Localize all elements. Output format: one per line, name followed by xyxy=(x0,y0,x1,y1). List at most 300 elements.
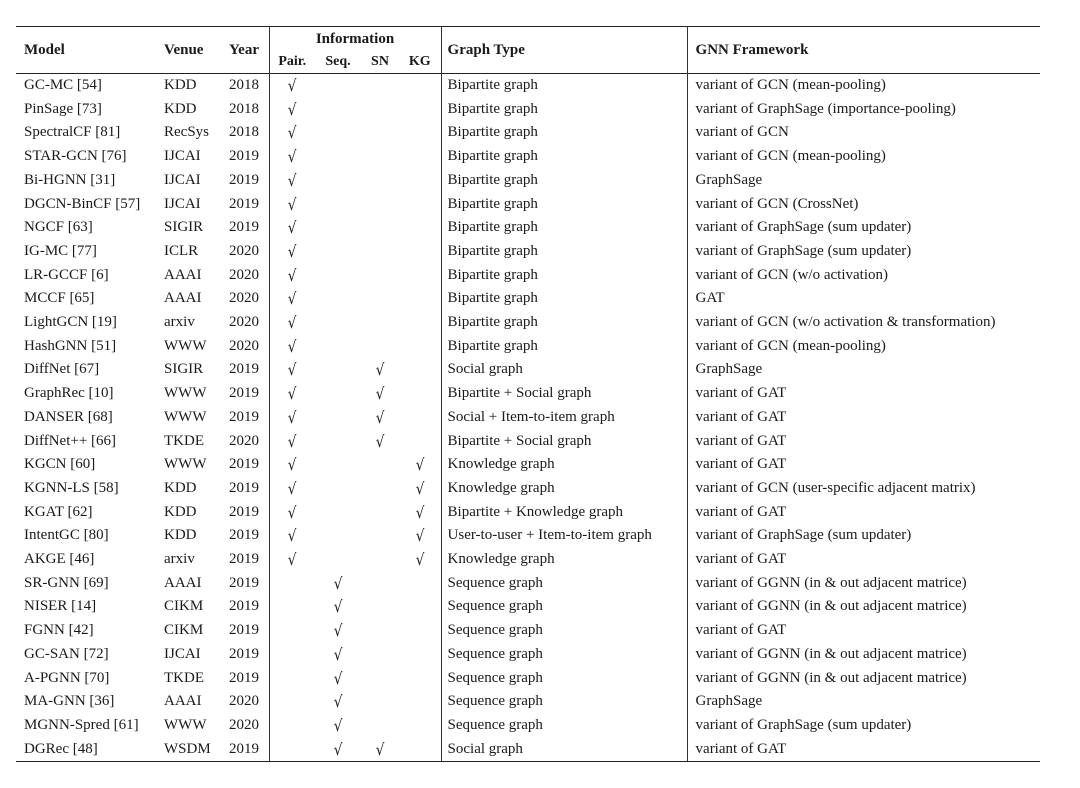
year-cell: 2020 xyxy=(229,337,259,354)
check-mark-icon: √ xyxy=(287,99,297,119)
check-mark-icon: √ xyxy=(287,550,297,570)
model-cell: Bi-HGNN [31] xyxy=(24,171,116,188)
check-mark-icon: √ xyxy=(287,289,297,309)
table-row xyxy=(16,240,1040,264)
pair-cell xyxy=(269,619,315,643)
kg-cell xyxy=(399,358,441,382)
comparison-table xyxy=(16,26,1040,762)
table-row xyxy=(16,335,1040,359)
check-mark-icon: √ xyxy=(287,313,297,333)
graph-type-cell: Sequence graph xyxy=(441,690,687,714)
venue-cell: KDD xyxy=(164,100,197,117)
check-mark-icon: √ xyxy=(287,384,297,404)
header-sn: SN xyxy=(371,54,389,69)
seq-cell xyxy=(315,406,361,430)
kg-cell xyxy=(399,477,441,501)
table-row xyxy=(16,501,1040,525)
graph-type-cell: Sequence graph xyxy=(441,595,687,619)
pair-cell xyxy=(269,738,315,762)
model-cell: DANSER [68] xyxy=(24,408,113,425)
year-cell: 2019 xyxy=(229,622,259,639)
framework-cell: variant of GCN (mean-pooling) xyxy=(687,145,1040,169)
year-cell: 2020 xyxy=(229,242,259,259)
venue-cell: WWW xyxy=(164,337,207,354)
model-cell: KGAT [62] xyxy=(24,503,93,520)
sn-cell xyxy=(361,216,399,240)
seq-cell xyxy=(315,335,361,359)
header-kg: KG xyxy=(408,54,431,69)
graph-type-cell: Social graph xyxy=(441,358,687,382)
kg-cell xyxy=(399,98,441,122)
venue-cell: IJCAI xyxy=(164,645,201,662)
venue-cell: WWW xyxy=(164,385,207,402)
seq-cell xyxy=(315,619,361,643)
table-row xyxy=(16,595,1040,619)
seq-cell xyxy=(315,667,361,691)
venue-cell: WWW xyxy=(164,716,207,733)
seq-cell xyxy=(315,74,361,98)
pair-cell xyxy=(269,595,315,619)
framework-cell: variant of GCN xyxy=(687,121,1040,145)
graph-type-cell: Bipartite + Knowledge graph xyxy=(441,501,687,525)
kg-cell xyxy=(399,690,441,714)
model-cell: KGNN-LS [58] xyxy=(24,479,119,496)
sn-cell xyxy=(361,738,399,762)
sn-cell xyxy=(361,501,399,525)
check-mark-icon: √ xyxy=(287,526,297,546)
framework-cell: variant of GraphSage (sum updater) xyxy=(687,216,1040,240)
framework-cell: variant of GAT xyxy=(687,430,1040,454)
pair-cell xyxy=(269,524,315,548)
seq-cell xyxy=(315,287,361,311)
model-cell: DiffNet [67] xyxy=(24,361,100,378)
year-cell: 2019 xyxy=(229,148,259,165)
seq-cell xyxy=(315,193,361,217)
framework-cell: variant of GraphSage (sum updater) xyxy=(687,240,1040,264)
pair-cell xyxy=(269,667,315,691)
framework-cell: GraphSage xyxy=(687,169,1040,193)
check-mark-icon: √ xyxy=(287,431,297,451)
venue-cell: KDD xyxy=(164,77,197,93)
year-cell: 2019 xyxy=(229,361,259,378)
graph-type-cell: Bipartite graph xyxy=(441,311,687,335)
framework-cell: variant of GAT xyxy=(687,501,1040,525)
table-row xyxy=(16,145,1040,169)
model-cell: LightGCN [19] xyxy=(24,314,117,331)
venue-cell: RecSys xyxy=(164,124,209,141)
venue-cell: TKDE xyxy=(164,432,204,449)
kg-cell xyxy=(399,738,441,762)
pair-cell xyxy=(269,690,315,714)
graph-type-cell: Bipartite graph xyxy=(441,74,687,98)
framework-cell: GraphSage xyxy=(687,690,1040,714)
year-cell: 2019 xyxy=(229,456,259,473)
model-cell: KGCN [60] xyxy=(24,456,96,473)
venue-cell: IJCAI xyxy=(164,148,201,165)
kg-cell xyxy=(399,74,441,98)
framework-cell: variant of GGNN (in & out adjacent matrice) xyxy=(687,595,1040,619)
sn-cell xyxy=(361,619,399,643)
sn-cell xyxy=(361,572,399,596)
framework-cell: variant of GCN (mean-pooling) xyxy=(687,335,1040,359)
graph-type-cell: Sequence graph xyxy=(441,714,687,738)
model-cell: SpectralCF [81] xyxy=(24,124,121,141)
check-mark-icon: √ xyxy=(415,526,425,546)
model-cell: A-PGNN [70] xyxy=(24,669,110,686)
framework-cell: variant of GCN (w/o activation) xyxy=(687,264,1040,288)
table-row xyxy=(16,311,1040,335)
framework-cell: variant of GGNN (in & out adjacent matrice) xyxy=(687,643,1040,667)
model-cell: HashGNN [51] xyxy=(24,337,117,354)
year-cell: 2020 xyxy=(229,432,259,449)
check-mark-icon: √ xyxy=(333,692,343,712)
seq-cell xyxy=(315,595,361,619)
framework-cell: variant of GraphSage (importance-pooling) xyxy=(687,98,1040,122)
graph-type-cell: Bipartite + Social graph xyxy=(441,430,687,454)
header-seq: Seq. xyxy=(325,54,351,69)
seq-cell xyxy=(315,121,361,145)
sn-cell xyxy=(361,714,399,738)
sn-cell xyxy=(361,453,399,477)
pair-cell xyxy=(269,145,315,169)
seq-cell xyxy=(315,169,361,193)
year-cell: 2020 xyxy=(229,314,259,331)
check-mark-icon: √ xyxy=(415,502,425,522)
graph-type-cell: Social + Item-to-item graph xyxy=(441,406,687,430)
check-mark-icon: √ xyxy=(287,407,297,427)
year-cell: 2019 xyxy=(229,598,259,615)
model-cell: PinSage [73] xyxy=(24,100,102,117)
year-cell: 2019 xyxy=(229,385,259,402)
kg-cell xyxy=(399,121,441,145)
graph-type-cell: Sequence graph xyxy=(441,643,687,667)
pair-cell xyxy=(269,240,315,264)
year-cell: 2019 xyxy=(229,408,259,425)
pair-cell xyxy=(269,358,315,382)
model-cell: DGCN-BinCF [57] xyxy=(24,195,141,212)
venue-cell: arxiv xyxy=(164,551,195,568)
pair-cell xyxy=(269,501,315,525)
check-mark-icon: √ xyxy=(287,194,297,214)
kg-cell xyxy=(399,382,441,406)
check-mark-icon: √ xyxy=(333,644,343,664)
table-row xyxy=(16,667,1040,691)
pair-cell xyxy=(269,121,315,145)
year-cell: 2019 xyxy=(229,574,259,591)
framework-cell: variant of GAT xyxy=(687,453,1040,477)
year-cell: 2018 xyxy=(229,124,259,141)
framework-cell: variant of GGNN (in & out adjacent matrice) xyxy=(687,667,1040,691)
seq-cell xyxy=(315,690,361,714)
check-mark-icon: √ xyxy=(287,170,297,190)
table-row xyxy=(16,264,1040,288)
venue-cell: KDD xyxy=(164,503,197,520)
kg-cell xyxy=(399,619,441,643)
check-mark-icon: √ xyxy=(287,502,297,522)
year-cell: 2019 xyxy=(229,195,259,212)
kg-cell xyxy=(399,193,441,217)
venue-cell: WWW xyxy=(164,456,207,473)
model-cell: NGCF [63] xyxy=(24,219,93,236)
model-cell: MGNN-Spred [61] xyxy=(24,716,139,733)
year-cell: 2018 xyxy=(229,100,259,117)
year-cell: 2019 xyxy=(229,503,259,520)
check-mark-icon: √ xyxy=(287,478,297,498)
check-mark-icon: √ xyxy=(415,478,425,498)
sn-cell xyxy=(361,643,399,667)
header-pair: Pair. xyxy=(269,51,315,74)
header-venue: Venue xyxy=(164,41,204,58)
venue-cell: TKDE xyxy=(164,669,204,686)
kg-cell xyxy=(399,643,441,667)
framework-cell: variant of GCN (w/o activation & transformation) xyxy=(687,311,1040,335)
sn-cell xyxy=(361,595,399,619)
framework-cell: variant of GAT xyxy=(687,406,1040,430)
venue-cell: SIGIR xyxy=(164,361,204,378)
check-mark-icon: √ xyxy=(287,147,297,167)
seq-cell xyxy=(315,98,361,122)
venue-cell: AAAI xyxy=(164,693,202,710)
kg-cell xyxy=(399,406,441,430)
header-year: Year xyxy=(229,41,259,58)
year-cell: 2019 xyxy=(229,551,259,568)
year-cell: 2019 xyxy=(229,479,259,496)
check-mark-icon: √ xyxy=(287,336,297,356)
sn-cell xyxy=(361,98,399,122)
table-row xyxy=(16,619,1040,643)
model-cell: DGRec [48] xyxy=(16,738,164,762)
framework-cell: variant of GraphSage (sum updater) xyxy=(687,714,1040,738)
header-model: Model xyxy=(24,41,65,58)
check-mark-icon: √ xyxy=(375,360,385,380)
sn-cell xyxy=(361,145,399,169)
seq-cell xyxy=(315,145,361,169)
year-cell: 2019 xyxy=(229,171,259,188)
model-cell: IntentGC [80] xyxy=(24,527,109,544)
year-cell: 2020 xyxy=(229,716,259,733)
graph-type-cell: Sequence graph xyxy=(441,572,687,596)
model-cell: GraphRec [10] xyxy=(24,385,114,402)
check-mark-icon: √ xyxy=(333,573,343,593)
kg-cell xyxy=(399,169,441,193)
venue-cell: WWW xyxy=(164,408,207,425)
venue-cell: CIKM xyxy=(164,598,204,615)
year-cell: 2019 xyxy=(229,645,259,662)
kg-cell xyxy=(399,548,441,572)
check-mark-icon: √ xyxy=(287,360,297,380)
sn-cell xyxy=(361,287,399,311)
kg-cell xyxy=(399,501,441,525)
gnn-recommender-table xyxy=(16,26,1040,762)
year-cell: 2020 xyxy=(229,266,259,283)
kg-cell xyxy=(399,287,441,311)
pair-cell xyxy=(269,216,315,240)
framework-cell: variant of GAT xyxy=(687,619,1040,643)
year-cell: 2019 xyxy=(229,738,269,762)
graph-type-cell: Bipartite graph xyxy=(441,287,687,311)
kg-cell xyxy=(399,335,441,359)
framework-cell: variant of GGNN (in & out adjacent matrice) xyxy=(687,572,1040,596)
sn-cell xyxy=(361,690,399,714)
pair-cell xyxy=(269,714,315,738)
framework-cell: variant of GCN (CrossNet) xyxy=(687,193,1040,217)
table-header xyxy=(16,27,1040,74)
graph-type-cell: Bipartite graph xyxy=(441,121,687,145)
kg-cell xyxy=(399,524,441,548)
table-row xyxy=(16,74,1040,98)
pair-cell xyxy=(269,548,315,572)
model-cell: MA-GNN [36] xyxy=(24,693,115,710)
table-row xyxy=(16,98,1040,122)
graph-type-cell: Bipartite graph xyxy=(441,216,687,240)
sn-cell xyxy=(361,240,399,264)
venue-cell: KDD xyxy=(164,479,197,496)
graph-type-cell: Knowledge graph xyxy=(441,477,687,501)
venue-cell: SIGIR xyxy=(164,219,204,236)
seq-cell xyxy=(315,358,361,382)
table-row xyxy=(16,690,1040,714)
pair-cell xyxy=(269,311,315,335)
pair-cell xyxy=(269,430,315,454)
kg-cell xyxy=(399,572,441,596)
venue-cell: CIKM xyxy=(164,622,204,639)
check-mark-icon: √ xyxy=(333,668,343,688)
framework-cell: variant of GraphSage (sum updater) xyxy=(687,524,1040,548)
pair-cell xyxy=(269,382,315,406)
graph-type-cell: Knowledge graph xyxy=(441,453,687,477)
year-cell: 2019 xyxy=(229,219,259,236)
year-cell: 2019 xyxy=(229,527,259,544)
kg-cell xyxy=(399,264,441,288)
seq-cell xyxy=(315,264,361,288)
seq-cell xyxy=(315,572,361,596)
pair-cell xyxy=(269,169,315,193)
pair-cell xyxy=(269,335,315,359)
table-row xyxy=(16,430,1040,454)
check-mark-icon: √ xyxy=(415,455,425,475)
check-mark-icon: √ xyxy=(333,621,343,641)
table-row xyxy=(16,643,1040,667)
table-row xyxy=(16,169,1040,193)
table-row xyxy=(16,453,1040,477)
table-row xyxy=(16,572,1040,596)
graph-type-cell: Bipartite graph xyxy=(441,193,687,217)
check-mark-icon: √ xyxy=(333,739,343,759)
seq-cell xyxy=(315,643,361,667)
framework-cell: variant of GAT xyxy=(687,382,1040,406)
kg-cell xyxy=(399,714,441,738)
sn-cell xyxy=(361,169,399,193)
table-row xyxy=(16,382,1040,406)
pair-cell xyxy=(269,98,315,122)
seq-cell xyxy=(315,548,361,572)
graph-type-cell: Sequence graph xyxy=(441,619,687,643)
table-row xyxy=(16,193,1040,217)
sn-cell xyxy=(361,311,399,335)
model-cell: NISER [14] xyxy=(24,598,97,615)
pair-cell xyxy=(269,643,315,667)
table-row xyxy=(16,287,1040,311)
table-body xyxy=(16,74,1040,762)
check-mark-icon: √ xyxy=(375,431,385,451)
kg-cell xyxy=(399,667,441,691)
graph-type-cell: Knowledge graph xyxy=(441,548,687,572)
venue-cell: AAAI xyxy=(164,266,202,283)
check-mark-icon: √ xyxy=(333,597,343,617)
sn-cell xyxy=(361,548,399,572)
year-cell: 2018 xyxy=(229,77,259,93)
seq-cell xyxy=(315,524,361,548)
venue-cell: arxiv xyxy=(164,314,195,331)
seq-cell xyxy=(315,216,361,240)
check-mark-icon: √ xyxy=(287,218,297,238)
framework-cell: variant of GCN (user-specific adjacent matrix) xyxy=(687,477,1040,501)
graph-type-cell: User-to-user + Item-to-item graph xyxy=(441,524,687,548)
pair-cell xyxy=(269,264,315,288)
check-mark-icon: √ xyxy=(415,550,425,570)
year-cell: 2020 xyxy=(229,693,259,710)
sn-cell xyxy=(361,74,399,98)
pair-cell xyxy=(269,193,315,217)
header-graph-type: Graph Type xyxy=(441,27,687,74)
seq-cell xyxy=(315,453,361,477)
check-mark-icon: √ xyxy=(287,265,297,285)
table-row xyxy=(16,714,1040,738)
year-cell: 2020 xyxy=(229,290,259,307)
venue-cell: WSDM xyxy=(164,738,229,762)
header-information: Information xyxy=(269,27,441,52)
model-cell: FGNN [42] xyxy=(24,622,94,639)
model-cell: GC-MC [54] xyxy=(24,77,102,93)
sn-cell xyxy=(361,121,399,145)
check-mark-icon: √ xyxy=(375,384,385,404)
graph-type-cell: Bipartite graph xyxy=(441,240,687,264)
table-row xyxy=(16,216,1040,240)
framework-cell: GraphSage xyxy=(687,358,1040,382)
model-cell: IG-MC [77] xyxy=(24,242,97,259)
model-cell: AKGE [46] xyxy=(24,551,95,568)
graph-type-cell: Bipartite graph xyxy=(441,335,687,359)
model-cell: SR-GNN [69] xyxy=(24,574,109,591)
framework-cell: variant of GAT xyxy=(687,548,1040,572)
pair-cell xyxy=(269,453,315,477)
framework-cell: variant of GCN (mean-pooling) xyxy=(687,74,1040,98)
check-mark-icon: √ xyxy=(287,76,297,95)
graph-type-cell: Social graph xyxy=(441,738,687,762)
graph-type-cell: Bipartite graph xyxy=(441,264,687,288)
graph-type-cell: Sequence graph xyxy=(441,667,687,691)
graph-type-cell: Bipartite graph xyxy=(441,145,687,169)
seq-cell xyxy=(315,477,361,501)
seq-cell xyxy=(315,738,361,762)
kg-cell xyxy=(399,595,441,619)
sn-cell xyxy=(361,524,399,548)
table-row xyxy=(16,406,1040,430)
sn-cell xyxy=(361,477,399,501)
sn-cell xyxy=(361,358,399,382)
pair-cell xyxy=(269,287,315,311)
table-row xyxy=(16,548,1040,572)
kg-cell xyxy=(399,311,441,335)
kg-cell xyxy=(399,430,441,454)
table-row xyxy=(16,524,1040,548)
check-mark-icon: √ xyxy=(287,455,297,475)
seq-cell xyxy=(315,501,361,525)
framework-cell: GAT xyxy=(687,287,1040,311)
check-mark-icon: √ xyxy=(287,241,297,261)
venue-cell: IJCAI xyxy=(164,195,201,212)
sn-cell xyxy=(361,264,399,288)
